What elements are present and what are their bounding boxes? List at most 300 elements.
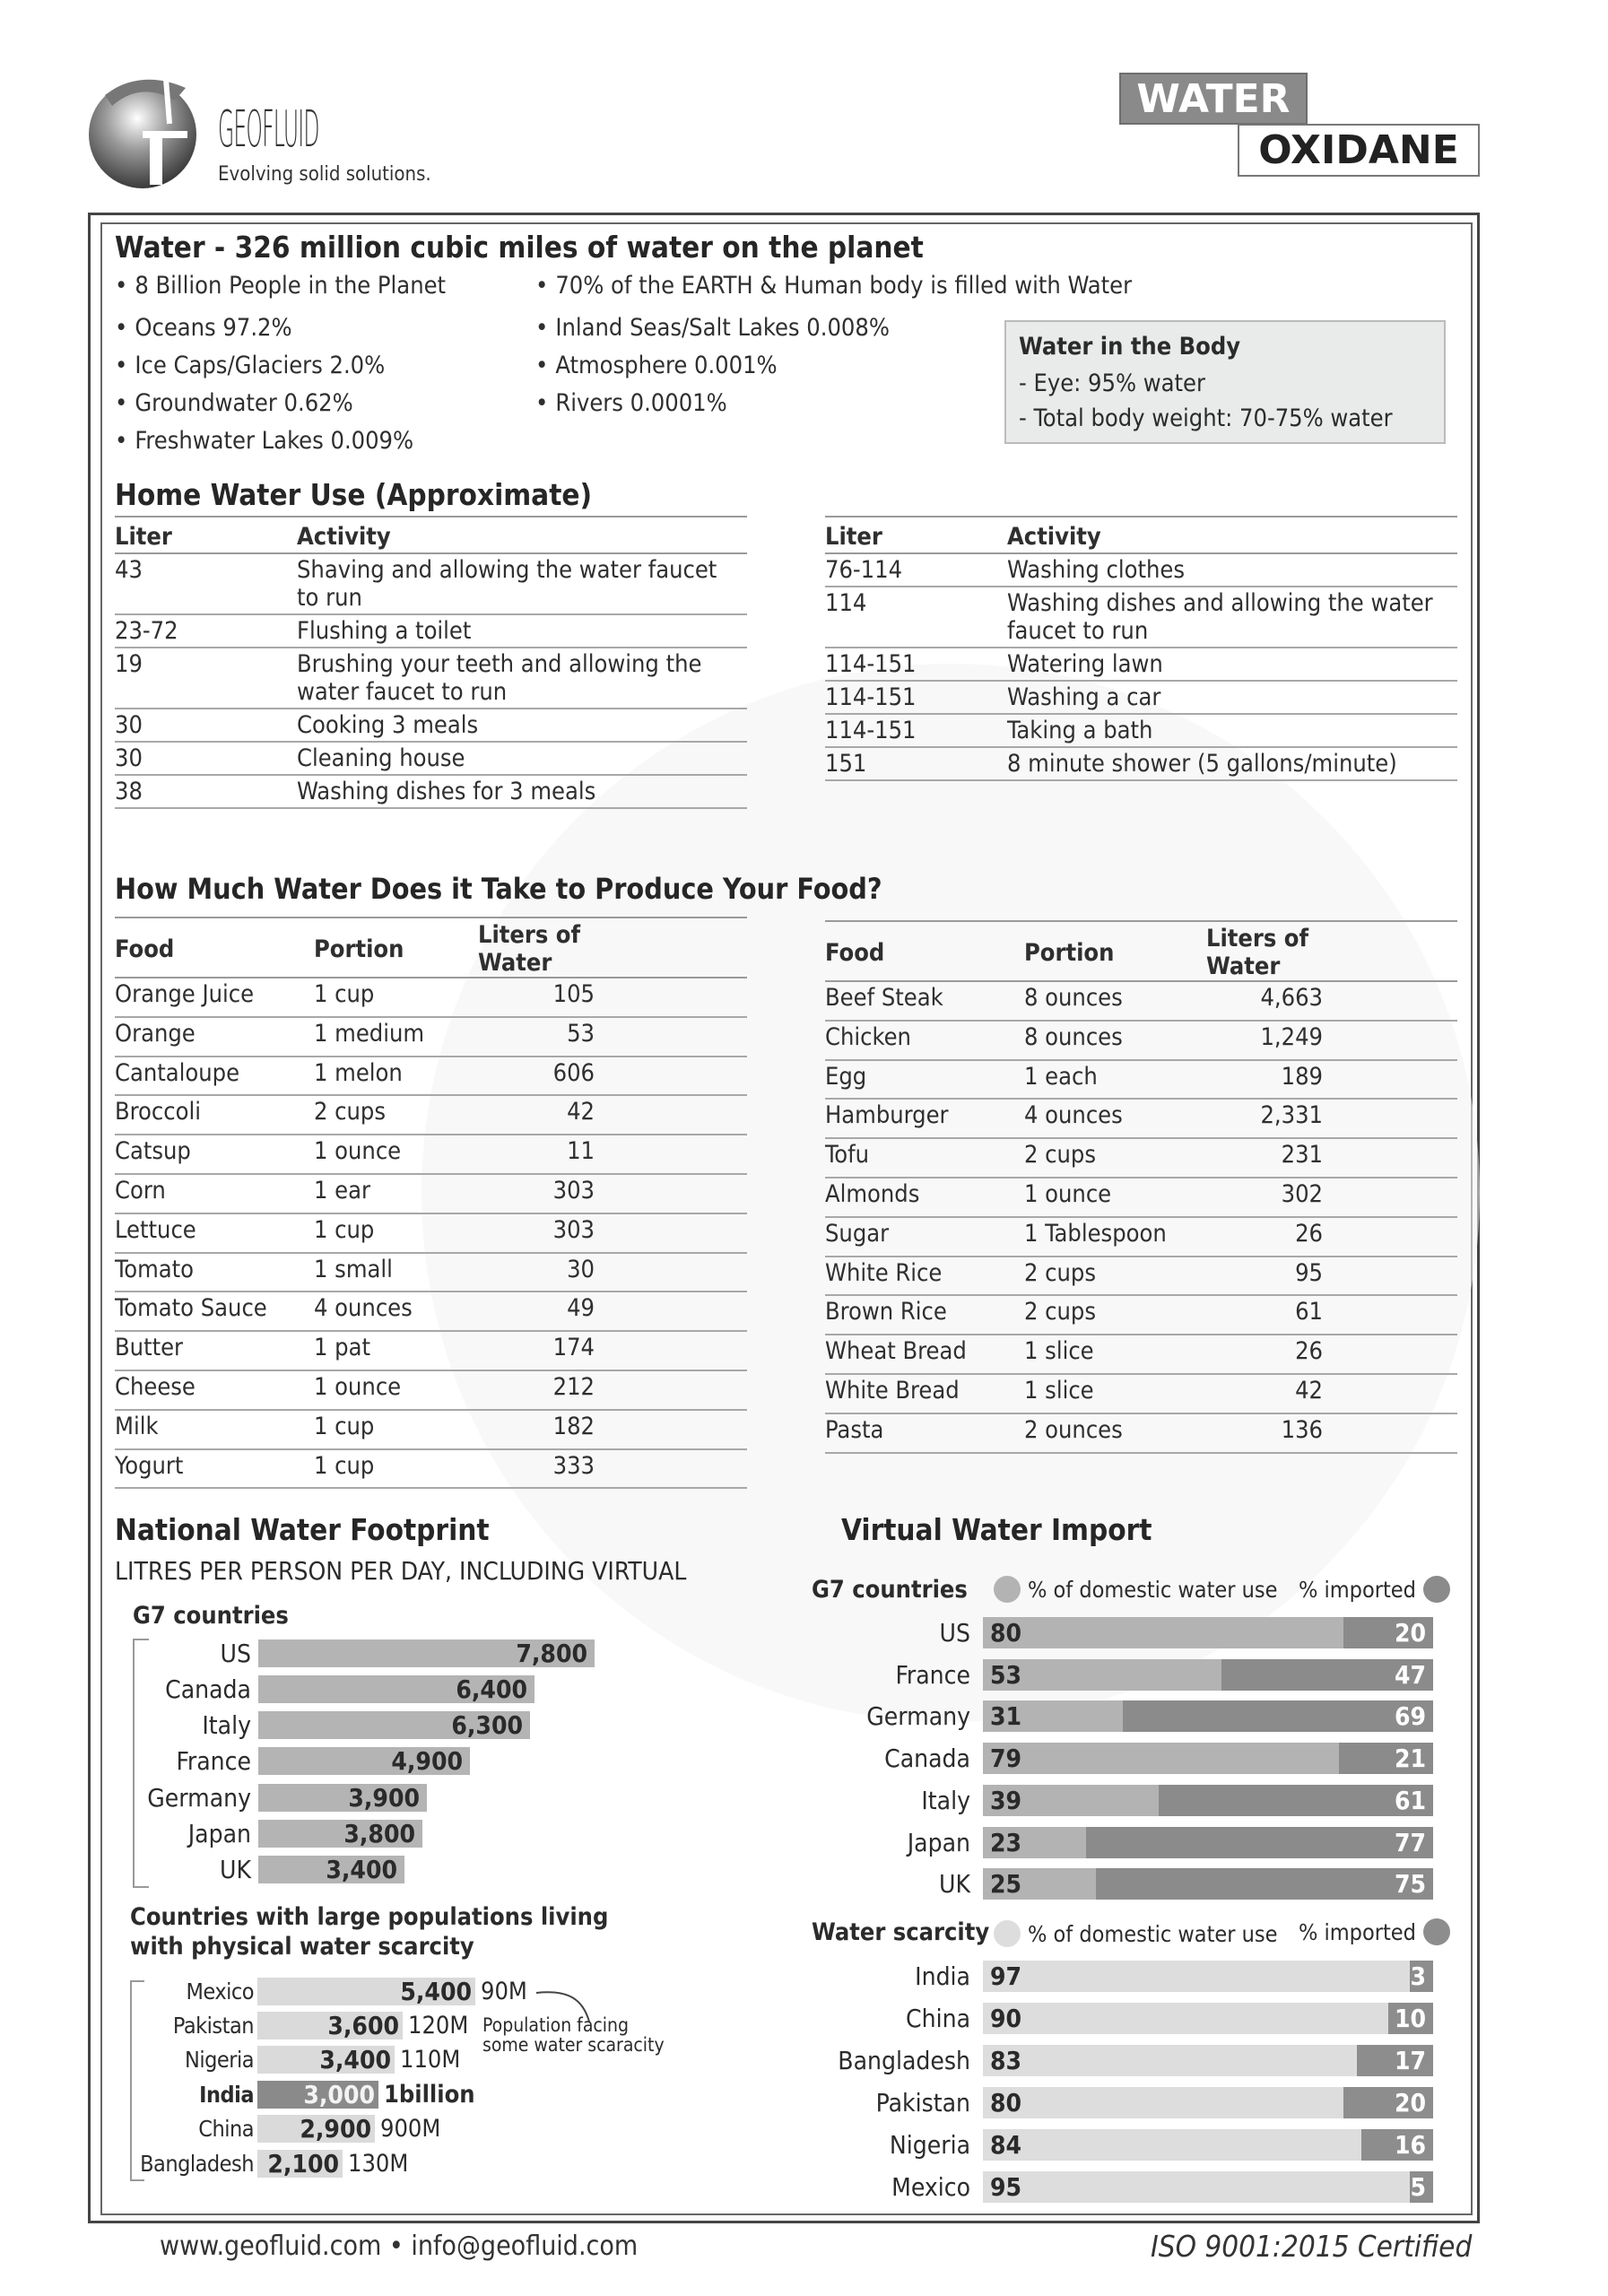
table-row: [825, 1295, 1457, 1335]
column-header: Food: [825, 921, 1024, 981]
geofluid-logo-icon: [87, 70, 213, 191]
portion-cell: 1 cup: [314, 1213, 478, 1253]
portion-cell: 1 pat: [314, 1331, 478, 1370]
domestic-segment: 80: [983, 1617, 1343, 1648]
food-cell: Tomato: [115, 1253, 314, 1292]
imported-segment: 17: [1357, 2045, 1433, 2076]
country-label: Canada: [884, 1744, 970, 1774]
spacer-cell: [1323, 1295, 1457, 1335]
food-cell: White Bread: [825, 1374, 1024, 1413]
table-row: [825, 648, 1457, 681]
legend-imported-dot-icon: [1423, 1918, 1450, 1945]
imported-segment: 20: [1343, 1617, 1433, 1648]
overview-bullet: • 8 Billion People in the Planet: [115, 272, 446, 300]
table-row: [115, 1174, 747, 1213]
scarcity-bar: 2,100: [257, 2150, 343, 2178]
portion-cell: 1 cup: [314, 1410, 478, 1449]
portion-cell: 1 slice: [1024, 1335, 1206, 1374]
domestic-segment: 97: [983, 1961, 1410, 1992]
scarcity-bar: 3,400: [257, 2046, 395, 2074]
table-row: [825, 1060, 1457, 1100]
home-water-use-title: Home Water Use (Approximate): [115, 477, 593, 512]
food-cell: Corn: [115, 1174, 314, 1213]
column-header: Liter: [115, 517, 297, 553]
table-row: [825, 1021, 1457, 1060]
footprint-bar: 3,400: [258, 1856, 404, 1883]
liters-cell: 105: [478, 978, 595, 1017]
table-row: [825, 1335, 1457, 1374]
table-row: [115, 1331, 747, 1370]
import-bar-row: [804, 1743, 1433, 1774]
scarcity-bar-row: [136, 2046, 460, 2074]
table-row: [825, 1413, 1457, 1453]
liters-cell: 2,331: [1206, 1099, 1323, 1138]
portion-cell: 2 cups: [1024, 1138, 1206, 1178]
footprint-bar: 3,900: [258, 1784, 427, 1812]
scarcity-bar: 3,000: [257, 2081, 378, 2109]
country-label: UK: [939, 1869, 970, 1900]
spacer-cell: [1323, 1178, 1457, 1217]
stacked-bar: [983, 1785, 1433, 1816]
table-row: [115, 1449, 747, 1489]
spacer-cell: [1323, 1060, 1457, 1100]
food-cell: Sugar: [825, 1217, 1024, 1257]
spacer-cell: [595, 1292, 747, 1331]
stacked-bar: [983, 1700, 1433, 1732]
liters-cell: 4,663: [1206, 981, 1323, 1021]
spacer-cell: [595, 1213, 747, 1253]
title-badge-water: WATER: [1119, 73, 1308, 125]
imported-segment: 69: [1123, 1700, 1433, 1732]
table-row: [825, 1257, 1457, 1296]
food-cell: Chicken: [825, 1021, 1024, 1060]
footprint-bar-row: [124, 1783, 427, 1812]
liters-cell: 61: [1206, 1295, 1323, 1335]
import-bar-row: [804, 2171, 1433, 2203]
liters-cell: 11: [478, 1135, 595, 1174]
table-row: [825, 1178, 1457, 1217]
overview-bullet: • Rivers 0.0001%: [535, 389, 727, 417]
import-bar-row: [804, 1700, 1433, 1732]
stacked-bar: [983, 2171, 1433, 2203]
column-header: Activity: [297, 517, 747, 553]
spacer-cell: [1323, 1413, 1457, 1453]
country-label: UK: [220, 1855, 251, 1885]
country-label: Nigeria: [185, 2047, 254, 2074]
liters-cell: 189: [1206, 1060, 1323, 1100]
column-header: Activity: [1007, 517, 1457, 553]
stacked-bar: [983, 1743, 1433, 1774]
liter-cell: 114: [825, 587, 1007, 648]
legend-domestic: [994, 1576, 1277, 1603]
food-cell: Beef Steak: [825, 981, 1024, 1021]
table-row: [115, 1057, 747, 1096]
spacer-cell: [1323, 1021, 1457, 1060]
table-row: [825, 553, 1457, 587]
table-row: [115, 709, 747, 742]
overview-title: Water - 326 million cubic miles of water on the planet: [115, 230, 924, 265]
scarcity-label-line: with physical water scarcity: [130, 1933, 474, 1961]
scarcity-label-line: Countries with large populations living: [130, 1903, 609, 1931]
activity-cell: Cleaning house: [297, 742, 747, 775]
stacked-bar: [983, 1961, 1433, 1992]
portion-cell: 1 medium: [314, 1017, 478, 1057]
liters-cell: 333: [478, 1449, 595, 1489]
annotation-line: some water scaracity: [482, 2034, 665, 2056]
spacer-cell: [595, 1449, 747, 1489]
column-header: Liter: [825, 517, 1007, 553]
table-row: [115, 978, 747, 1017]
spacer-cell: [595, 1174, 747, 1213]
import-bar-row: [804, 1827, 1433, 1858]
virtual-import-title: Virtual Water Import: [841, 1512, 1152, 1547]
liters-cell: 606: [478, 1057, 595, 1096]
activity-cell: Watering lawn: [1007, 648, 1457, 681]
imported-segment: 61: [1159, 1785, 1433, 1816]
spacer-cell: [595, 1331, 747, 1370]
footprint-bar-row: [124, 1711, 530, 1740]
spacer-cell: [1323, 1217, 1457, 1257]
food-cell: Butter: [115, 1331, 314, 1370]
imported-segment: 10: [1388, 2003, 1433, 2034]
table-row: [115, 1292, 747, 1331]
imported-segment: 16: [1361, 2129, 1433, 2161]
g7-footprint-label: G7 countries: [133, 1602, 289, 1630]
food-cell: Brown Rice: [825, 1295, 1024, 1335]
liters-cell: 49: [478, 1292, 595, 1331]
liter-cell: 151: [825, 747, 1007, 780]
food-cell: Tomato Sauce: [115, 1292, 314, 1331]
portion-cell: 1 melon: [314, 1057, 478, 1096]
footprint-bar-row: [124, 1747, 470, 1776]
home-water-use-table-right: [825, 516, 1457, 781]
spacer-cell: [1323, 1374, 1457, 1413]
table-row: [115, 1213, 747, 1253]
country-label: Japan: [907, 1827, 970, 1857]
liters-cell: 95: [1206, 1257, 1323, 1296]
portion-cell: 2 cups: [1024, 1295, 1206, 1335]
liter-cell: 23-72: [115, 614, 297, 648]
activity-cell: Washing dishes and allowing the water faucet to run: [1007, 587, 1457, 648]
footer-certification: ISO 9001:2015 Certified: [1151, 2229, 1473, 2264]
country-label: Pakistan: [875, 2088, 970, 2118]
food-cell: Orange Juice: [115, 978, 314, 1017]
footprint-bar-row: [124, 1820, 422, 1848]
legend-domestic-dot-icon: [994, 1576, 1021, 1603]
overview-bullet: • Freshwater Lakes 0.009%: [115, 427, 413, 455]
domestic-segment: 90: [983, 2003, 1388, 2034]
legend-imported-dot-icon: [1423, 1576, 1450, 1603]
imported-segment: 5: [1410, 2171, 1433, 2203]
scarcity-footprint-label: [130, 1902, 608, 1961]
table-row: [825, 981, 1457, 1021]
country-label: Mexico: [891, 2172, 970, 2202]
footprint-bar-row: [124, 1856, 404, 1884]
food-cell: Lettuce: [115, 1213, 314, 1253]
column-header: Portion: [1024, 921, 1206, 981]
spacer-cell: [595, 1410, 747, 1449]
liters-cell: 212: [478, 1370, 595, 1410]
food-cell: White Rice: [825, 1257, 1024, 1296]
domestic-segment: 83: [983, 2045, 1357, 2076]
legend-imported: [1299, 1576, 1450, 1603]
liter-cell: 43: [115, 553, 297, 614]
title-badge-oxidane: OXIDANE: [1238, 124, 1480, 177]
domestic-segment: 53: [983, 1659, 1221, 1691]
import-bar-row: [804, 2003, 1433, 2034]
imported-segment: 77: [1086, 1827, 1433, 1858]
stacked-bar: [983, 2045, 1433, 2076]
column-header: Liters of Water: [1206, 921, 1323, 981]
spacer-cell: [595, 1253, 747, 1292]
table-row: [115, 775, 747, 808]
table-row: [825, 681, 1457, 714]
table-row: [115, 1095, 747, 1135]
imported-segment: 47: [1221, 1659, 1433, 1691]
activity-cell: Washing clothes: [1007, 553, 1457, 587]
column-header: Food: [115, 918, 314, 978]
portion-cell: 1 ounce: [314, 1370, 478, 1410]
liter-cell: 114-151: [825, 714, 1007, 747]
activity-cell: Flushing a toilet: [297, 614, 747, 648]
country-label: France: [895, 1659, 970, 1690]
overview-bullet: • Ice Caps/Glaciers 2.0%: [115, 352, 385, 379]
footprint-bar: 3,800: [258, 1820, 422, 1848]
country-label: China: [906, 2004, 970, 2033]
portion-cell: 4 ounces: [1024, 1099, 1206, 1138]
legend-domestic-label: % of domestic water use: [1028, 1576, 1278, 1603]
population-label: 120M: [408, 2011, 469, 2039]
import-bar-row: [804, 1868, 1433, 1900]
legend-domestic-dot-icon: [994, 1920, 1021, 1947]
scarcity-import-label: Water scarcity: [812, 1918, 990, 1946]
domestic-segment: 23: [983, 1827, 1086, 1858]
liter-cell: 30: [115, 709, 297, 742]
food-cell: Pasta: [825, 1413, 1024, 1453]
food-cell: Cantaloupe: [115, 1057, 314, 1096]
stacked-bar: [983, 1827, 1433, 1858]
stacked-bar: [983, 1659, 1433, 1691]
country-label: Italy: [921, 1785, 970, 1815]
portion-cell: 4 ounces: [314, 1292, 478, 1331]
liter-cell: 30: [115, 742, 297, 775]
liter-cell: 114-151: [825, 681, 1007, 714]
table-row: [115, 614, 747, 648]
portion-cell: 1 ounce: [1024, 1178, 1206, 1217]
scarcity-bar-row: [136, 2149, 408, 2178]
table-row: [825, 714, 1457, 747]
domestic-segment: 39: [983, 1785, 1159, 1816]
footprint-bar: 7,800: [258, 1639, 595, 1667]
population-label: 90M: [481, 1977, 527, 2005]
food-cell: Orange: [115, 1017, 314, 1057]
liter-cell: 76-114: [825, 553, 1007, 587]
scarcity-bar-row: [136, 2115, 440, 2144]
portion-cell: 1 ounce: [314, 1135, 478, 1174]
population-label: 1billion: [384, 2080, 475, 2109]
portion-cell: 8 ounces: [1024, 981, 1206, 1021]
activity-cell: 8 minute shower (5 gallons/minute): [1007, 747, 1457, 780]
liters-cell: 53: [478, 1017, 595, 1057]
portion-cell: 1 cup: [314, 1449, 478, 1489]
country-label: Japan: [187, 1819, 251, 1848]
spacer-cell: [595, 1135, 747, 1174]
brand-tagline: Evolving solid solutions.: [218, 163, 431, 186]
spacer-cell: [595, 1095, 747, 1135]
imported-segment: 20: [1343, 2087, 1433, 2118]
spacer-cell: [595, 1057, 747, 1096]
import-bar-row: [804, 2045, 1433, 2076]
import-bar-row: [804, 1961, 1433, 1992]
imported-segment: 21: [1339, 1743, 1433, 1774]
country-label: US: [220, 1638, 251, 1668]
scarcity-bar: 2,900: [257, 2115, 375, 2143]
g7-import-label: G7 countries: [812, 1576, 968, 1604]
country-label: Italy: [202, 1710, 251, 1741]
liters-cell: 42: [1206, 1374, 1323, 1413]
food-water-table-right: [825, 920, 1457, 1454]
liter-cell: 19: [115, 648, 297, 709]
table-row: [825, 1138, 1457, 1178]
brand-name: GEOFLUID: [218, 100, 319, 159]
legend-imported: [1299, 1918, 1450, 1945]
portion-cell: 1 small: [314, 1253, 478, 1292]
domestic-segment: 25: [983, 1868, 1096, 1900]
import-bar-row: [804, 1617, 1433, 1648]
activity-cell: Taking a bath: [1007, 714, 1457, 747]
portion-cell: 2 cups: [314, 1095, 478, 1135]
spacer-cell: [595, 978, 747, 1017]
table-row: [115, 1370, 747, 1410]
portion-cell: 2 cups: [1024, 1257, 1206, 1296]
national-footprint-title: National Water Footprint: [115, 1512, 490, 1547]
portion-cell: 1 Tablespoon: [1024, 1217, 1206, 1257]
overview-bullet: • Oceans 97.2%: [115, 314, 292, 342]
table-row: [825, 1099, 1457, 1138]
imported-segment: 3: [1410, 1961, 1433, 1992]
water-in-body-line: - Eye: 95% water: [1019, 370, 1205, 397]
food-cell: Broccoli: [115, 1095, 314, 1135]
liters-cell: 302: [1206, 1178, 1323, 1217]
food-cell: Yogurt: [115, 1449, 314, 1489]
scarcity-bar: 3,600: [257, 2012, 403, 2039]
food-cell: Egg: [825, 1060, 1024, 1100]
country-label: Bangladesh: [140, 2150, 254, 2177]
liters-cell: 136: [1206, 1413, 1323, 1453]
liter-cell: 38: [115, 775, 297, 808]
country-label: Mexico: [186, 1978, 254, 2005]
country-label: Nigeria: [889, 2130, 970, 2160]
scarcity-bar-row: [136, 2080, 475, 2109]
water-in-body-box: [1004, 320, 1446, 444]
overview-bullet: • Atmosphere 0.001%: [535, 352, 778, 379]
footprint-bar-row: [124, 1674, 535, 1703]
water-in-body-line: - Total body weight: 70-75% water: [1019, 404, 1393, 432]
legend-imported-label: % imported: [1299, 1918, 1416, 1945]
national-footprint-subtitle: LITRES PER PERSON PER DAY, INCLUDING VIRTUAL: [115, 1556, 687, 1586]
column-header: Liters of Water: [478, 918, 595, 978]
country-label: China: [198, 2116, 254, 2143]
country-label: Pakistan: [172, 2012, 254, 2039]
domestic-segment: 80: [983, 2087, 1343, 2118]
country-label: US: [939, 1618, 970, 1648]
country-label: India: [915, 1961, 970, 1991]
liters-cell: 174: [478, 1331, 595, 1370]
liters-cell: 42: [478, 1095, 595, 1135]
spacer-cell: [1323, 1335, 1457, 1374]
activity-cell: Washing dishes for 3 meals: [297, 775, 747, 808]
liters-cell: 30: [478, 1253, 595, 1292]
table-row: [115, 1253, 747, 1292]
liters-cell: 303: [478, 1174, 595, 1213]
overview-bullet: • 70% of the EARTH & Human body is filled with Water: [535, 272, 1132, 300]
spacer-cell: [595, 1017, 747, 1057]
table-row: [115, 1017, 747, 1057]
country-label: India: [199, 2081, 254, 2108]
country-label: Germany: [147, 1782, 251, 1813]
food-cell: Hamburger: [825, 1099, 1024, 1138]
table-row: [115, 1135, 747, 1174]
table-row: [115, 553, 747, 614]
liters-cell: 1,249: [1206, 1021, 1323, 1060]
annotation-line: Population facing: [482, 2014, 630, 2036]
import-bar-row: [804, 1785, 1433, 1816]
import-bar-row: [804, 2129, 1433, 2161]
footprint-bar: 4,900: [258, 1747, 470, 1775]
portion-cell: 2 ounces: [1024, 1413, 1206, 1453]
footprint-bar: 6,300: [258, 1711, 530, 1739]
scarcity-bar-row: [136, 1977, 527, 2005]
population-label: 110M: [400, 2046, 461, 2074]
food-cell: Tofu: [825, 1138, 1024, 1178]
table-row: [825, 1217, 1457, 1257]
spacer-cell: [1323, 981, 1457, 1021]
stacked-bar: [983, 2129, 1433, 2161]
liters-cell: 182: [478, 1410, 595, 1449]
home-water-use-table-left: [115, 516, 747, 809]
activity-cell: Shaving and allowing the water faucet to run: [297, 553, 747, 614]
activity-cell: Brushing your teeth and allowing the water faucet to run: [297, 648, 747, 709]
domestic-segment: 79: [983, 1743, 1339, 1774]
food-cell: Catsup: [115, 1135, 314, 1174]
stacked-bar: [983, 2003, 1433, 2034]
table-row: [825, 587, 1457, 648]
water-in-body-title: Water in the Body: [1019, 333, 1241, 361]
stacked-bar: [983, 2087, 1433, 2118]
domestic-segment: 84: [983, 2129, 1361, 2161]
spacer-cell: [1323, 1257, 1457, 1296]
portion-cell: 1 ear: [314, 1174, 478, 1213]
legend-imported-label: % imported: [1299, 1576, 1416, 1603]
portion-cell: 1 each: [1024, 1060, 1206, 1100]
population-label: 900M: [380, 2115, 441, 2144]
overview-bullet: • Inland Seas/Salt Lakes 0.008%: [535, 314, 890, 342]
scarcity-bar-row: [136, 2011, 468, 2039]
liters-cell: 26: [1206, 1217, 1323, 1257]
domestic-segment: 95: [983, 2171, 1410, 2203]
food-water-table-left: [115, 917, 747, 1489]
footer-contact[interactable]: www.geofluid.com • info@geofluid.com: [160, 2231, 639, 2262]
table-row: [115, 1410, 747, 1449]
food-cell: Cheese: [115, 1370, 314, 1410]
legend-domestic-label: % of domestic water use: [1028, 1920, 1278, 1947]
food-water-title: How Much Water Does it Take to Produce Your Food?: [115, 872, 882, 906]
table-row: [825, 747, 1457, 780]
imported-segment: 75: [1096, 1868, 1434, 1900]
footprint-bar: 6,400: [258, 1675, 535, 1703]
stacked-bar: [983, 1617, 1433, 1648]
footprint-bar-row: [124, 1639, 595, 1667]
